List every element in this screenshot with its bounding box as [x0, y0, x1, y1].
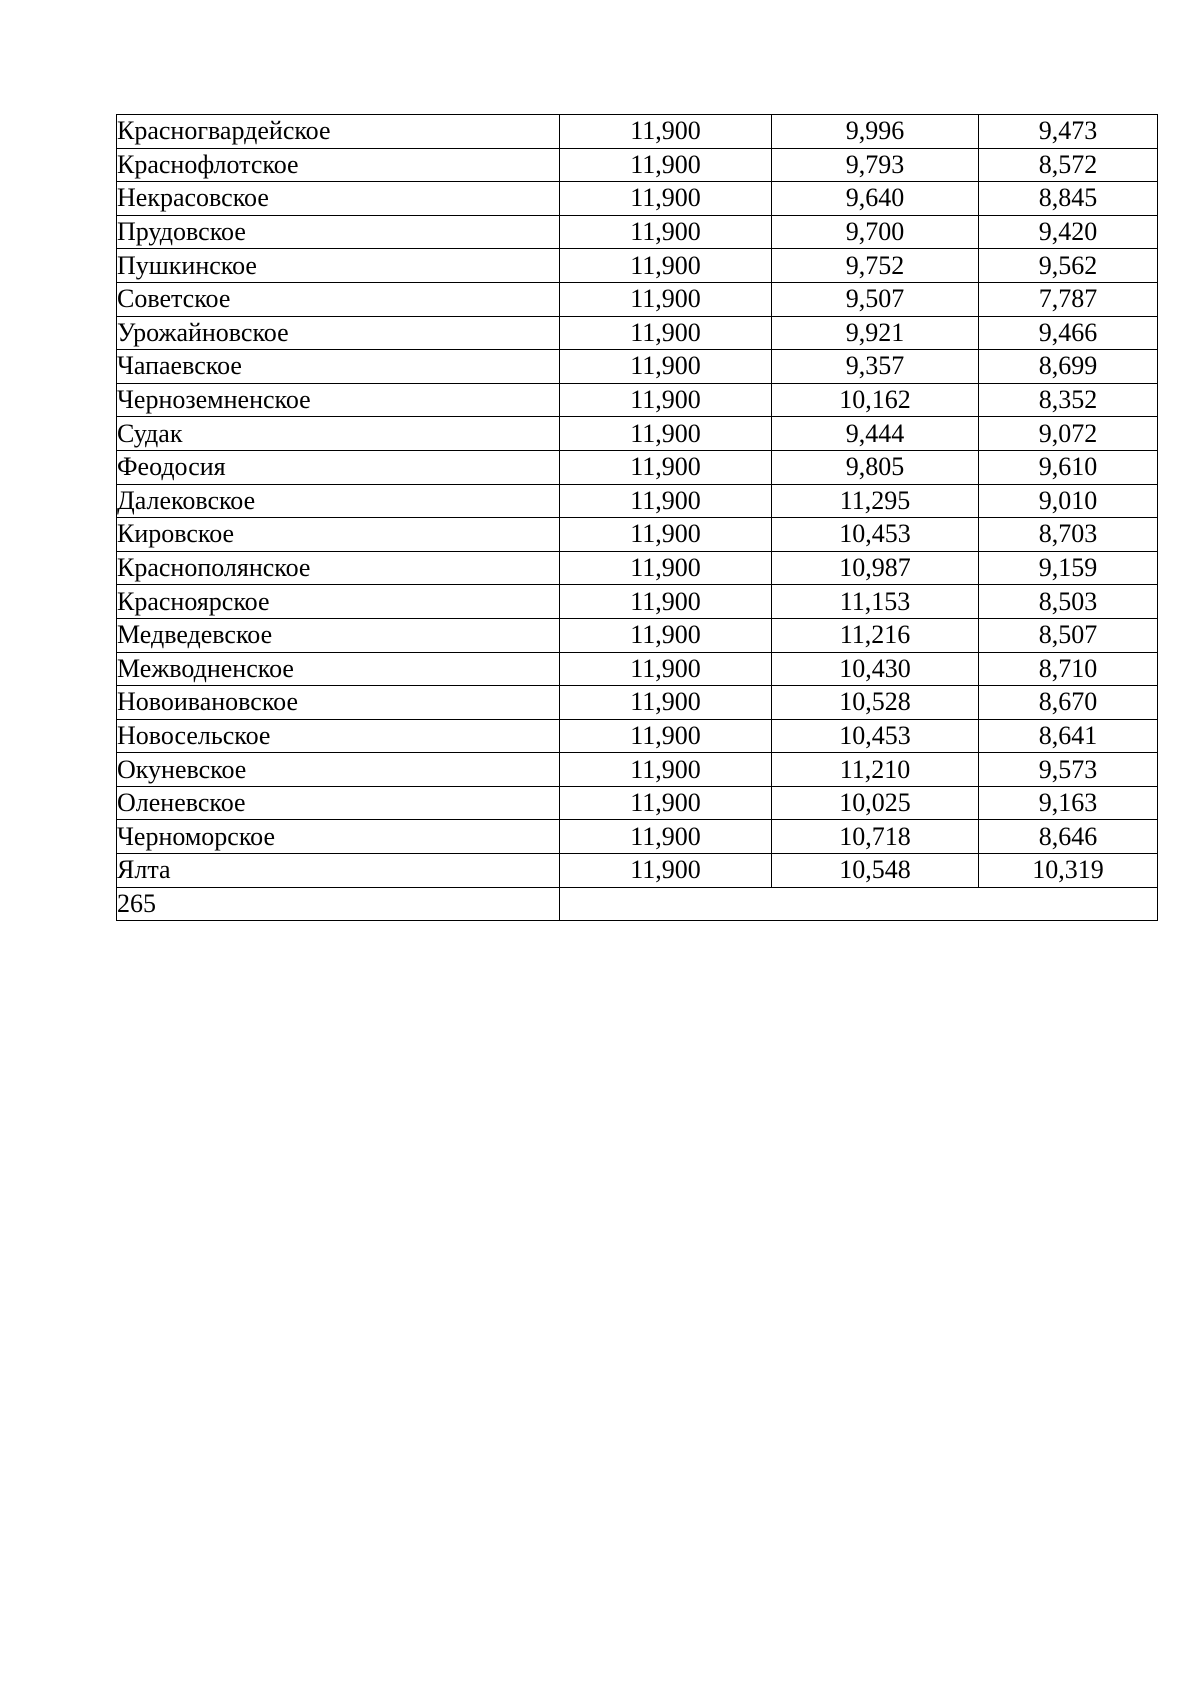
table-footer-row	[117, 887, 1158, 921]
settlement-name-cell: Ялта	[117, 854, 560, 888]
value-cell-col4: 9,010	[979, 484, 1158, 518]
table-row	[117, 115, 1158, 149]
settlement-name-cell: Межводненское	[117, 652, 560, 686]
table-row	[117, 215, 1158, 249]
value-cell-col2: 11,900	[560, 854, 772, 888]
value-cell-col3: 10,430	[772, 652, 979, 686]
value-cell-col4: 8,710	[979, 652, 1158, 686]
table-body	[117, 115, 1158, 921]
settlement-name-cell: Красногвардейское	[117, 115, 560, 149]
table-row	[117, 450, 1158, 484]
value-cell-col2: 11,900	[560, 753, 772, 787]
settlement-name-cell: Судак	[117, 417, 560, 451]
value-cell-col2: 11,900	[560, 249, 772, 283]
value-cell-col2: 11,900	[560, 450, 772, 484]
value-cell-col4: 10,319	[979, 854, 1158, 888]
value-cell-col2: 11,900	[560, 350, 772, 384]
value-cell-col2: 11,900	[560, 618, 772, 652]
value-cell-col3: 10,987	[772, 551, 979, 585]
value-cell-col2: 11,900	[560, 719, 772, 753]
value-cell-col2: 11,900	[560, 215, 772, 249]
settlement-name-cell: Кировское	[117, 518, 560, 552]
footer-empty-cell	[560, 887, 1158, 921]
value-cell-col4: 8,703	[979, 518, 1158, 552]
settlement-name-cell: Медведевское	[117, 618, 560, 652]
table-row	[117, 383, 1158, 417]
value-cell-col4: 8,646	[979, 820, 1158, 854]
value-cell-col4: 8,507	[979, 618, 1158, 652]
value-cell-col4: 9,159	[979, 551, 1158, 585]
value-cell-col4: 9,562	[979, 249, 1158, 283]
table-row	[117, 182, 1158, 216]
value-cell-col4: 7,787	[979, 282, 1158, 316]
settlement-name-cell: Феодосия	[117, 450, 560, 484]
value-cell-col4: 9,466	[979, 316, 1158, 350]
settlement-name-cell: Урожайновское	[117, 316, 560, 350]
table-row	[117, 854, 1158, 888]
value-cell-col2: 11,900	[560, 585, 772, 619]
value-cell-col4: 9,473	[979, 115, 1158, 149]
value-cell-col4: 9,072	[979, 417, 1158, 451]
value-cell-col4: 8,699	[979, 350, 1158, 384]
value-cell-col4: 9,163	[979, 786, 1158, 820]
table-row	[117, 518, 1158, 552]
value-cell-col4: 8,352	[979, 383, 1158, 417]
table-row	[117, 618, 1158, 652]
settlement-name-cell: Некрасовское	[117, 182, 560, 216]
value-cell-col3: 9,640	[772, 182, 979, 216]
value-cell-col2: 11,900	[560, 686, 772, 720]
value-cell-col3: 9,700	[772, 215, 979, 249]
value-cell-col2: 11,900	[560, 115, 772, 149]
value-cell-col3: 11,153	[772, 585, 979, 619]
value-cell-col4: 8,641	[979, 719, 1158, 753]
value-cell-col4: 8,572	[979, 148, 1158, 182]
value-cell-col3: 9,793	[772, 148, 979, 182]
value-cell-col3: 11,210	[772, 753, 979, 787]
value-cell-col3: 9,357	[772, 350, 979, 384]
footer-number-cell: 265	[117, 887, 560, 921]
value-cell-col2: 11,900	[560, 484, 772, 518]
data-table	[116, 114, 1158, 921]
settlement-name-cell: Краснофлотское	[117, 148, 560, 182]
value-cell-col3: 9,752	[772, 249, 979, 283]
table-row	[117, 686, 1158, 720]
value-cell-col2: 11,900	[560, 417, 772, 451]
value-cell-col3: 11,295	[772, 484, 979, 518]
settlement-name-cell: Пушкинское	[117, 249, 560, 283]
table-row	[117, 148, 1158, 182]
value-cell-col4: 9,573	[979, 753, 1158, 787]
settlement-name-cell: Оленевское	[117, 786, 560, 820]
table-row	[117, 551, 1158, 585]
value-cell-col2: 11,900	[560, 316, 772, 350]
settlement-name-cell: Прудовское	[117, 215, 560, 249]
value-cell-col3: 10,453	[772, 518, 979, 552]
value-cell-col3: 9,805	[772, 450, 979, 484]
table-row	[117, 719, 1158, 753]
value-cell-col2: 11,900	[560, 518, 772, 552]
value-cell-col2: 11,900	[560, 383, 772, 417]
settlement-name-cell: Черноземненское	[117, 383, 560, 417]
value-cell-col3: 9,507	[772, 282, 979, 316]
value-cell-col4: 8,670	[979, 686, 1158, 720]
value-cell-col3: 10,025	[772, 786, 979, 820]
value-cell-col4: 8,503	[979, 585, 1158, 619]
settlement-name-cell: Новосельское	[117, 719, 560, 753]
value-cell-col3: 10,453	[772, 719, 979, 753]
settlement-name-cell: Красноярское	[117, 585, 560, 619]
table-row	[117, 417, 1158, 451]
value-cell-col2: 11,900	[560, 820, 772, 854]
value-cell-col3: 10,528	[772, 686, 979, 720]
table-row	[117, 753, 1158, 787]
value-cell-col4: 8,845	[979, 182, 1158, 216]
value-cell-col4: 9,610	[979, 450, 1158, 484]
value-cell-col2: 11,900	[560, 551, 772, 585]
table-row	[117, 249, 1158, 283]
value-cell-col4: 9,420	[979, 215, 1158, 249]
table-row	[117, 282, 1158, 316]
value-cell-col3: 11,216	[772, 618, 979, 652]
value-cell-col3: 10,548	[772, 854, 979, 888]
table-row	[117, 316, 1158, 350]
value-cell-col2: 11,900	[560, 182, 772, 216]
value-cell-col3: 9,921	[772, 316, 979, 350]
settlement-name-cell: Новоивановское	[117, 686, 560, 720]
table-row	[117, 652, 1158, 686]
table-row	[117, 484, 1158, 518]
table-row	[117, 786, 1158, 820]
settlement-name-cell: Краснополянское	[117, 551, 560, 585]
settlement-name-cell: Чапаевское	[117, 350, 560, 384]
value-cell-col2: 11,900	[560, 282, 772, 316]
value-cell-col3: 9,996	[772, 115, 979, 149]
settlement-name-cell: Советское	[117, 282, 560, 316]
settlement-name-cell: Черноморское	[117, 820, 560, 854]
value-cell-col3: 9,444	[772, 417, 979, 451]
table-row	[117, 350, 1158, 384]
settlement-name-cell: Окуневское	[117, 753, 560, 787]
table-row	[117, 585, 1158, 619]
value-cell-col2: 11,900	[560, 786, 772, 820]
value-cell-col3: 10,162	[772, 383, 979, 417]
table-row	[117, 820, 1158, 854]
value-cell-col2: 11,900	[560, 148, 772, 182]
value-cell-col2: 11,900	[560, 652, 772, 686]
value-cell-col3: 10,718	[772, 820, 979, 854]
settlement-name-cell: Далековское	[117, 484, 560, 518]
